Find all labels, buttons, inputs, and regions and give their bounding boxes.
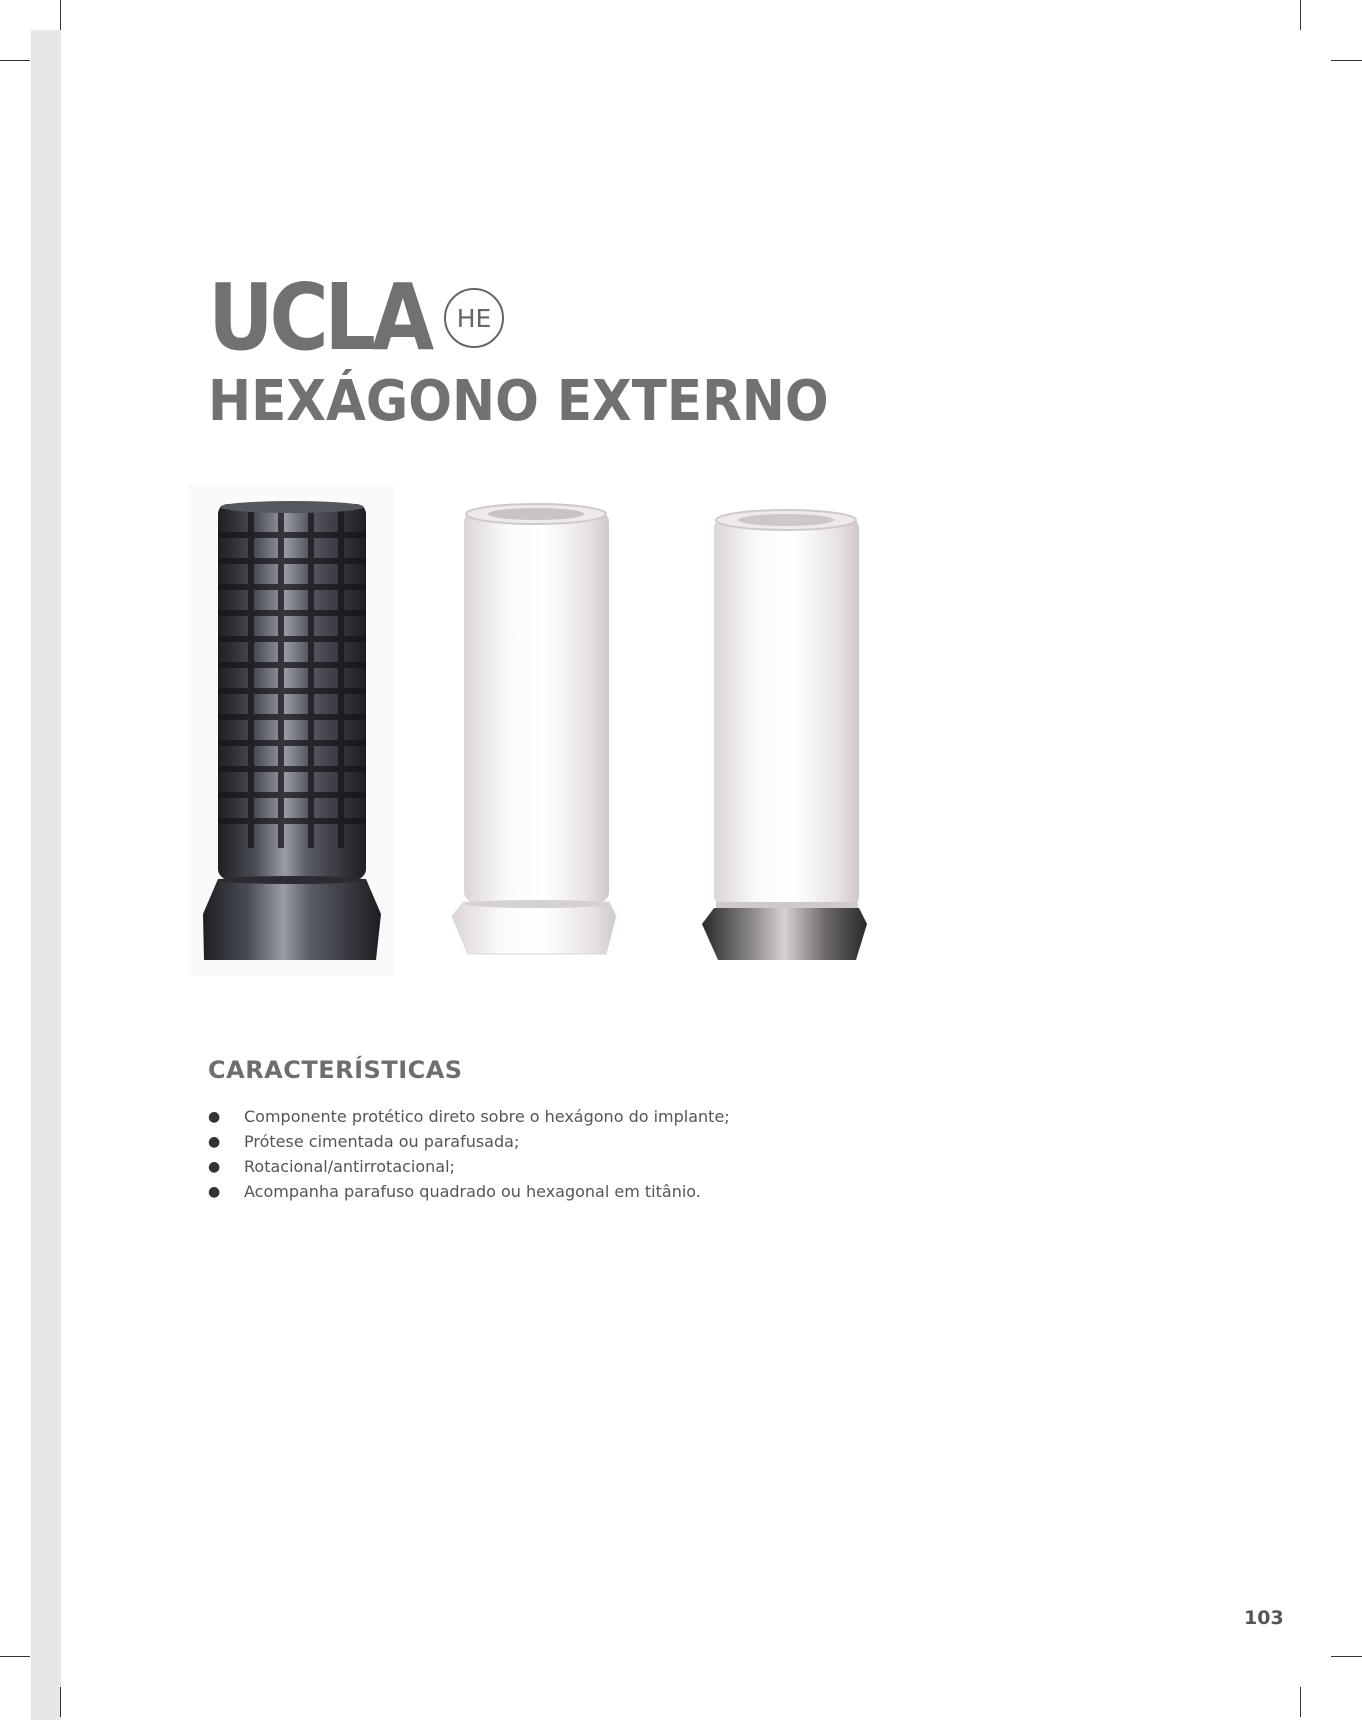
page-number: 103	[1244, 1607, 1284, 1629]
white-cylinder-abutment-image	[452, 504, 616, 954]
title-badge: HE	[444, 288, 504, 348]
product-subtitle: HEXÁGONO EXTERNO	[208, 369, 829, 434]
list-item	[208, 1154, 730, 1179]
list-item	[208, 1179, 730, 1204]
list-item-text: Componente protético direto sobre o hexágono do implante;	[244, 1107, 730, 1126]
characteristics-list	[208, 1104, 730, 1204]
side-band	[31, 30, 61, 1720]
crop-mark-top-right-v	[1300, 0, 1301, 30]
crop-mark-top-left-h	[0, 60, 30, 61]
list-item	[208, 1104, 730, 1129]
characteristics-heading: CARACTERÍSTICAS	[208, 1056, 463, 1084]
bullet-icon: ●	[208, 1133, 221, 1150]
product-images	[186, 484, 886, 984]
crop-mark-bottom-right-h	[1331, 1656, 1362, 1657]
crop-mark-bottom-right-v	[1300, 1687, 1301, 1717]
bullet-icon: ●	[208, 1108, 221, 1125]
crop-mark-bottom-left-h	[0, 1656, 30, 1657]
crop-mark-top-left-v	[60, 0, 61, 30]
list-item-text: Acompanha parafuso quadrado ou hexagonal em titânio.	[244, 1182, 701, 1201]
bullet-icon: ●	[208, 1158, 221, 1175]
product-title	[208, 264, 504, 371]
crop-mark-top-right-h	[1331, 60, 1362, 61]
list-item-text: Rotacional/antirrotacional;	[244, 1157, 455, 1176]
list-item-text: Prótese cimentada ou parafusada;	[244, 1132, 520, 1151]
bullet-icon: ●	[208, 1183, 221, 1200]
white-cylinder-metal-base-abutment-image	[702, 510, 867, 960]
dark-titanium-abutment-image	[188, 484, 394, 976]
crop-mark-bottom-left-v	[60, 1687, 61, 1717]
title-main: UCLA	[208, 264, 430, 371]
list-item	[208, 1129, 730, 1154]
